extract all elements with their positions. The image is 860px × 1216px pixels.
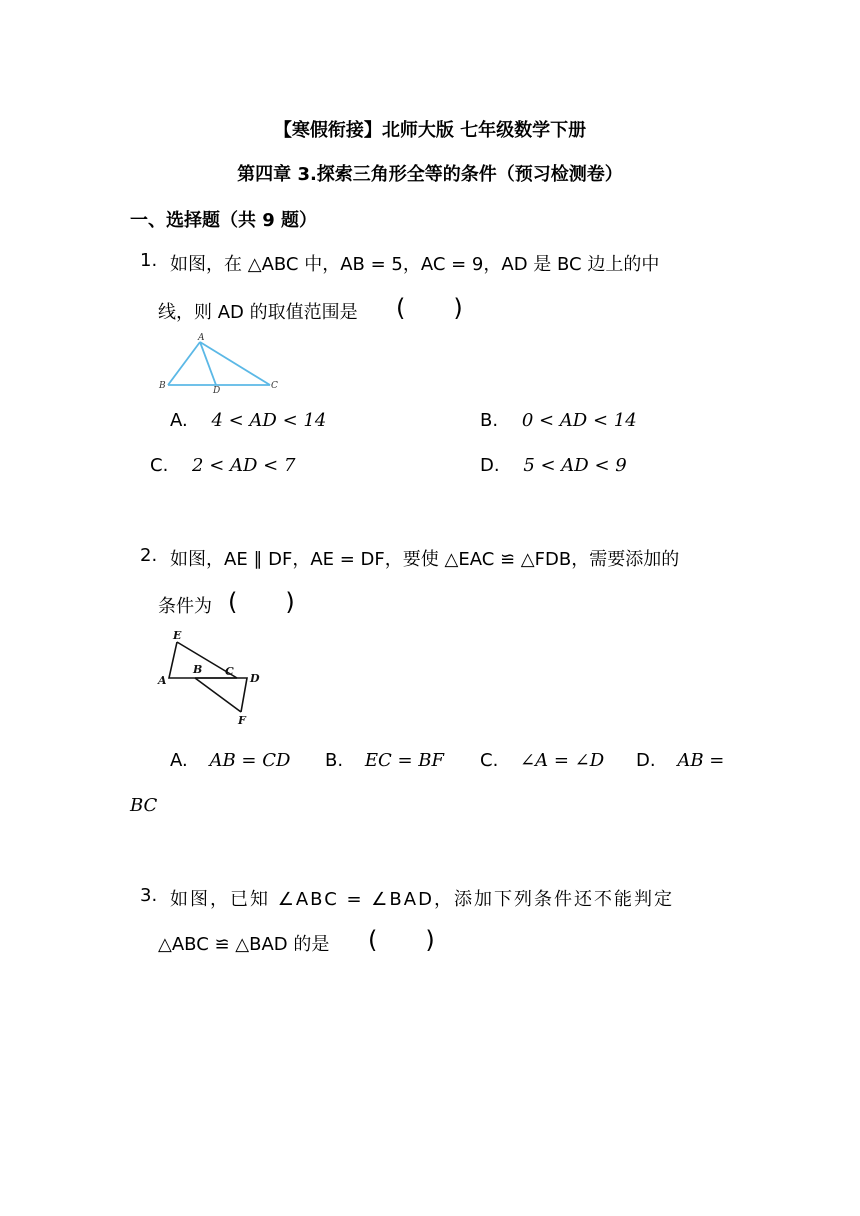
option-c[interactable] [480, 750, 604, 771]
label-d: D [213, 386, 221, 394]
label-a: A [158, 674, 167, 687]
edge-ab [168, 342, 200, 385]
label-a: A [198, 333, 205, 343]
option-label: A. [170, 410, 188, 431]
label-b: B [193, 663, 203, 676]
question-text-line2: 条件为 [158, 596, 212, 617]
option-c[interactable] [150, 455, 295, 476]
segment-bf [195, 678, 241, 712]
option-a[interactable] [170, 410, 326, 431]
option-text: 0 < AD < 14 [521, 410, 637, 431]
question-text-line1: 如图，AE ∥ DF，AE = DF，要使 △EAC ≌ △FDB，需要添加的 [170, 549, 680, 570]
option-text: EC = BF [364, 750, 444, 771]
page-subtitle: 第四章 3.探索三角形全等的条件（预习检测卷） [237, 164, 623, 185]
option-d[interactable] [480, 455, 627, 476]
option-text: 5 < AD < 9 [523, 455, 627, 476]
label-d: D [250, 672, 260, 685]
option-b[interactable] [325, 750, 444, 771]
option-label: A. [170, 750, 188, 771]
label-c: C [271, 381, 278, 391]
option-a[interactable] [170, 750, 290, 771]
section-heading: 一、选择题（共 9 题） [130, 210, 318, 231]
question-text-line2: △ABC ≌ △BAD 的是 [158, 934, 330, 955]
option-label: C. [480, 750, 499, 771]
label-e: E [173, 629, 182, 642]
answer-blank: ( ) [368, 926, 435, 954]
option-text: AB = CD [209, 750, 291, 771]
option-label: C. [150, 455, 169, 476]
option-label: B. [325, 750, 344, 771]
question-number: 3. [140, 885, 158, 906]
answer-blank: ( ) [228, 588, 295, 616]
question-text-line2: 线，则 AD 的取值范围是 [158, 302, 358, 323]
option-label: D. [480, 455, 500, 476]
option-label: D. [636, 750, 656, 771]
option-text: 2 < AD < 7 [192, 455, 296, 476]
label-f: F [238, 714, 246, 727]
label-b: B [159, 381, 166, 391]
triangle-abc-figure [158, 332, 284, 394]
option-text: AB = [677, 750, 725, 771]
page-title: 【寒假衔接】北师大版 七年级数学下册 [273, 120, 587, 141]
answer-blank: ( ) [396, 294, 463, 322]
option-label: B. [480, 410, 499, 431]
option-text: 4 < AD < 14 [211, 410, 327, 431]
question-number: 1. [140, 250, 158, 271]
label-c: C [225, 665, 234, 678]
option-d-continuation: BC [130, 795, 158, 816]
option-d[interactable] [636, 750, 724, 771]
question-text-line1: 如图，在 △ABC 中，AB = 5，AC = 9，AD 是 BC 边上的中 [170, 254, 660, 275]
option-text: ∠A = ∠D [520, 750, 605, 771]
question-number: 2. [140, 545, 158, 566]
option-b[interactable] [480, 410, 637, 431]
question-text-line1: 如图，已知 ∠ABC = ∠BAD，添加下列条件还不能判定 [170, 889, 674, 910]
parallel-triangles-figure [155, 626, 265, 730]
edge-ac [200, 342, 270, 385]
median-ad [200, 342, 216, 385]
